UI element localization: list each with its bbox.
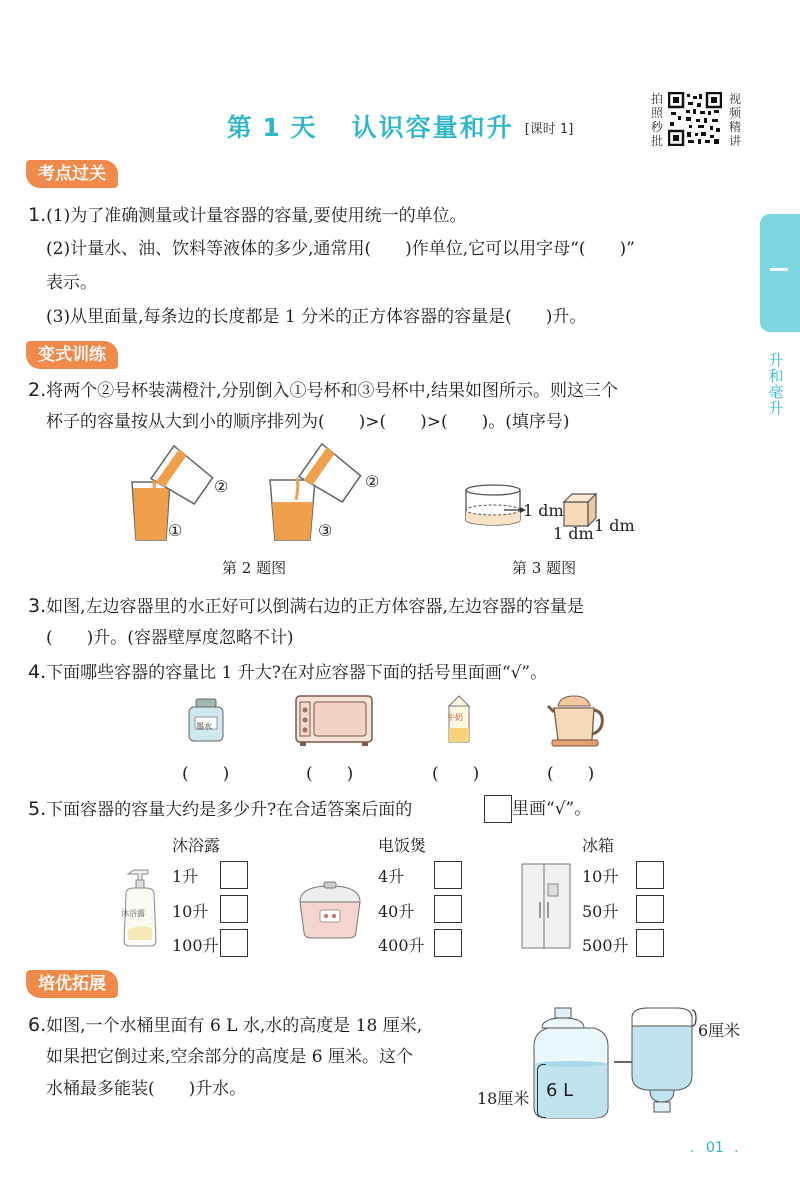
dm-label-arrow: 1 dm	[523, 501, 564, 520]
refrigerator-icon	[520, 862, 572, 952]
checkbox-400l[interactable]	[434, 929, 462, 957]
checkbox-1l[interactable]	[220, 861, 248, 889]
question-1-line3: 表示。	[46, 273, 97, 293]
cups-figure	[110, 440, 380, 550]
microwave-icon	[294, 692, 374, 748]
page-dot-right: ·	[734, 1144, 739, 1160]
qr-left-label: 拍 照 秒 批	[650, 92, 663, 148]
option-10l: 10升	[172, 902, 209, 921]
checkbox-50l[interactable]	[636, 895, 664, 923]
question-2-line2: 杯子的容量按从大到小的顺序排列为( )>( )>( )。(填序号)	[46, 412, 570, 432]
question-4: 4.下面哪些容器的容量比 1 升大?在对应容器下面的括号里面画“√”。	[28, 661, 548, 683]
checkbox-100l[interactable]	[220, 929, 248, 957]
empty-height-label: 6厘米	[698, 1021, 741, 1040]
option-400l: 400升	[378, 936, 425, 955]
cup-label-2b: ②	[365, 472, 380, 491]
answer-bracket-kettle[interactable]: ( )	[547, 764, 595, 784]
cup-label-2a: ②	[214, 477, 229, 496]
checkbox-10l[interactable]	[220, 895, 248, 923]
question-1-line2: (2)计量水、油、饮料等液体的多少,通常用( )作单位,它可以用字母“( )”	[46, 239, 635, 259]
checkbox-500l[interactable]	[636, 929, 664, 957]
question-1: 1.(1)为了准确测量或计量容器的容量,要使用统一的单位。	[28, 204, 467, 226]
section-header-bianshi: 变式训练	[26, 341, 118, 369]
height-label-18cm: 18厘米	[477, 1089, 530, 1108]
checkbox-40l[interactable]	[434, 895, 462, 923]
example-checkbox	[484, 795, 512, 823]
question-3-line2: ( )升。(容器壁厚度忽略不计)	[46, 628, 294, 648]
question-2: 2.将两个②号杯装满橙汁,分别倒入①号杯和③号杯中,结果如图所示。则这三个	[28, 379, 618, 401]
group-name-shower-gel: 沐浴露	[172, 836, 221, 855]
volume-label: 6 L	[546, 1080, 574, 1101]
dm-label-side: 1 dm	[594, 516, 635, 535]
section-header-kaodian: 考点过关	[26, 160, 118, 188]
question-6: 6.如图,一个水桶里面有 6 L 水,水的高度是 18 厘米,	[28, 1014, 423, 1036]
option-100l: 100升	[172, 936, 219, 955]
day-label: 第 1 天	[226, 113, 317, 142]
page-dot-left: ·	[690, 1144, 695, 1160]
option-500l: 500升	[582, 936, 629, 955]
answer-bracket-ink[interactable]: ( )	[182, 764, 230, 784]
question-1-line4: (3)从里面量,每条边的长度都是 1 分米的正方体容器的容量是( )升。	[46, 307, 587, 327]
chapter-tab-number	[770, 268, 788, 271]
option-40l: 40升	[378, 902, 415, 921]
group-name-rice-cooker: 电饭煲	[378, 836, 427, 855]
kettle-icon	[546, 690, 606, 750]
juice-fill-cup3	[272, 502, 313, 540]
qr-code-icon[interactable]	[668, 92, 722, 146]
question-5: 5.下面容器的容量大约是多少升?在合适答案后面的	[28, 798, 413, 820]
juice-fill-cup1	[133, 488, 169, 540]
question-6-line3: 水桶最多能装( )升水。	[46, 1079, 247, 1099]
option-10l-fridge: 10升	[582, 867, 619, 886]
chapter-tab	[760, 214, 800, 332]
figure-caption-2: 第 2 题图	[222, 559, 287, 577]
ink-bottle-icon	[186, 697, 226, 743]
chapter-tab-title: 升 和 毫 升	[768, 351, 784, 417]
qr-right-label: 视 频 精 讲	[728, 92, 741, 148]
answer-bracket-milk[interactable]: ( )	[432, 764, 480, 784]
cup-label-3: ③	[318, 521, 333, 540]
cup-label-1: ①	[168, 521, 183, 540]
option-50l: 50升	[582, 902, 619, 921]
dm-label-bottom: 1 dm	[553, 524, 594, 543]
figure-caption-3: 第 3 题图	[512, 559, 577, 577]
checkbox-10l-fridge[interactable]	[636, 861, 664, 889]
lesson-label: [课时 1]	[524, 122, 574, 137]
option-4l: 4升	[378, 867, 405, 886]
group-name-fridge: 冰箱	[582, 836, 615, 855]
section-header-peiyou: 培优拓展	[26, 970, 118, 998]
question-6-line2: 如果把它倒过来,空余部分的高度是 6 厘米。这个	[46, 1047, 414, 1067]
checkbox-4l[interactable]	[434, 861, 462, 889]
height-bracket	[537, 1064, 546, 1118]
rice-cooker-icon	[296, 880, 364, 940]
page-number: 01	[706, 1140, 724, 1156]
answer-bracket-microwave[interactable]: ( )	[306, 764, 354, 784]
question-3: 3.如图,左边容器里的水正好可以倒满右边的正方体容器,左边容器的容量是	[28, 595, 584, 617]
shower-gel-bottle-label: 沐浴露	[121, 909, 145, 918]
question-5-end: 里画“√”。	[512, 799, 592, 819]
ink-bottle-label: 墨水	[196, 722, 212, 731]
topic-label: 认识容量和升	[351, 113, 514, 142]
option-1l: 1升	[172, 867, 199, 886]
water-bucket-figure	[530, 1006, 710, 1126]
milk-carton-label: 牛奶	[447, 713, 463, 722]
